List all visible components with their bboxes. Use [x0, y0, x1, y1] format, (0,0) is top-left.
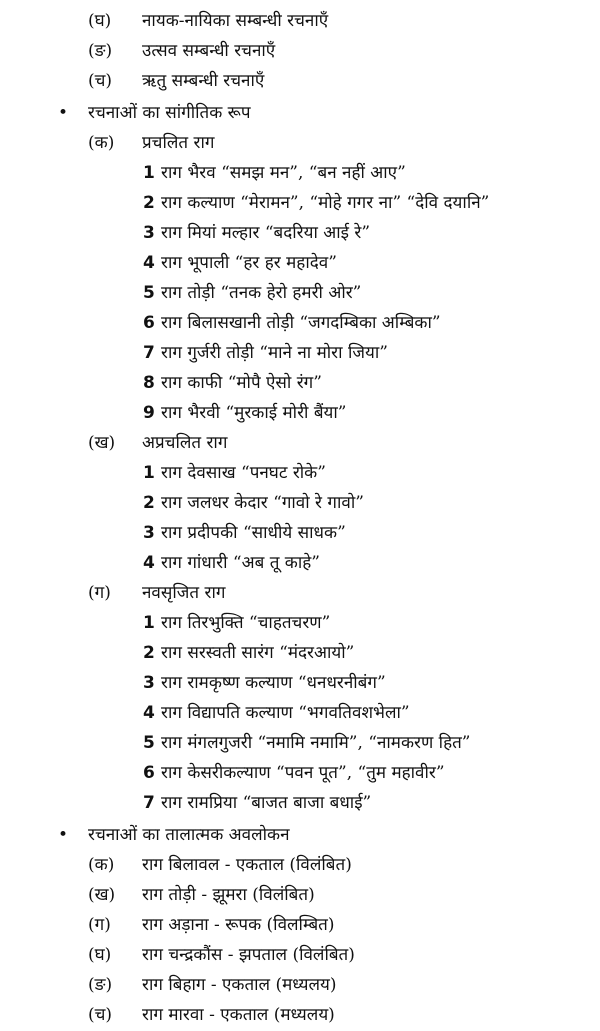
item-number: 3: [143, 223, 155, 243]
item-marker: (क): [88, 855, 115, 875]
list-item: [143, 762, 445, 784]
item-text: राग विद्यापति कल्याण “भगवतिवशभेला”: [161, 703, 410, 723]
item-number: 4: [143, 253, 155, 273]
group-marker: (क): [88, 133, 115, 153]
group-title: नवसृजित राग: [142, 583, 226, 603]
item-number: 1: [143, 463, 155, 483]
group-title: प्रचलित राग: [142, 133, 215, 153]
list-item: [143, 792, 371, 814]
list-item: [143, 252, 337, 274]
item-marker: (ख): [88, 885, 116, 905]
list-item: [143, 552, 320, 574]
item-text: राग बिलासखानी तोड़ी “जगदम्बिका अम्बिका”: [161, 313, 441, 333]
list-item: [143, 162, 406, 184]
group-marker: (ख): [88, 433, 116, 453]
list-item: [143, 342, 388, 364]
item-marker: (ङ): [88, 41, 113, 61]
item-number: 2: [143, 193, 155, 213]
list-item: [88, 1004, 335, 1026]
list-item: [88, 884, 315, 906]
item-text: राग मियां मल्हार “बदरिया आई रे”: [161, 223, 371, 243]
list-item: [143, 492, 364, 514]
item-number: 3: [143, 523, 155, 543]
heading-text: रचनाओं का तालात्मक अवलोकन: [88, 825, 290, 845]
list-item: [143, 402, 347, 424]
item-number: 5: [143, 283, 155, 303]
list-item: [143, 702, 410, 724]
item-number: 5: [143, 733, 155, 753]
item-text: राग रामप्रिया “बाजत बाजा बधाई”: [161, 793, 372, 813]
group-heading: [88, 582, 225, 604]
item-text: राग प्रदीपकी “साधीये साधक”: [161, 523, 346, 543]
item-number: 1: [143, 163, 155, 183]
list-item: [143, 312, 441, 334]
item-text: राग सरस्वती सारंग “मंदरआयो”: [161, 643, 355, 663]
item-text: राग तिरभुक्ति “चाहतचरण”: [161, 613, 331, 633]
item-marker: (च): [88, 1005, 113, 1025]
list-item: [143, 612, 330, 634]
section-heading: [58, 102, 251, 124]
list-item: [143, 732, 471, 754]
item-number: 7: [143, 793, 155, 813]
item-text: राग काफी “मोपै ऐसो रंग”: [161, 373, 322, 393]
item-text: उत्सव सम्बन्धी रचनाऍं: [142, 41, 276, 61]
item-marker: (ङ): [88, 975, 113, 995]
list-item: [88, 914, 335, 936]
item-marker: (ग): [88, 915, 111, 935]
list-item: [143, 282, 361, 304]
item-number: 6: [143, 763, 155, 783]
item-text: राग भैरव “समझ मन”, “बन नहीं आए”: [161, 163, 406, 183]
item-number: 4: [143, 703, 155, 723]
bullet-icon: •: [58, 825, 69, 845]
list-item: [143, 462, 326, 484]
item-text: राग गुर्जरी तोड़ी “माने ना मोरा जिया”: [161, 343, 388, 363]
list-item: [88, 70, 264, 92]
item-text: राग भूपाली “हर हर महादेव”: [161, 253, 337, 273]
bullet-icon: •: [58, 103, 69, 123]
group-title: अप्रचलित राग: [142, 433, 228, 453]
item-text: राग बिहाग - एकताल (मध्यलय): [142, 975, 337, 995]
list-item: [143, 222, 370, 244]
item-text: नायक-नायिका सम्बन्धी रचनाऍं: [142, 11, 329, 31]
list-item: [143, 372, 322, 394]
group-heading: [88, 432, 227, 454]
item-marker: (घ): [88, 11, 112, 31]
item-number: 2: [143, 493, 155, 513]
item-text: राग कल्याण “मेरामन”, “मोहे गगर ना” “देवि दयानि”: [161, 193, 490, 213]
item-text: राग गांधारी “अब तू काहे”: [161, 553, 320, 573]
item-text: राग तोड़ी “तनक हेरो हमरी ओर”: [161, 283, 362, 303]
item-number: 3: [143, 673, 155, 693]
list-item: [143, 642, 354, 664]
list-item: [88, 40, 275, 62]
item-number: 7: [143, 343, 155, 363]
item-text: राग रामकृष्ण कल्याण “धनधरनीबंग”: [161, 673, 386, 693]
group-marker: (ग): [88, 583, 111, 603]
item-text: राग जलधर केदार “गावो रे गावो”: [161, 493, 364, 513]
group-heading: [88, 132, 214, 154]
item-text: राग चन्द्रकौंस - झपताल (विलंबित): [142, 945, 355, 965]
item-text: राग देवसाख “पनघट रोके”: [161, 463, 326, 483]
item-number: 1: [143, 613, 155, 633]
section-heading: [58, 824, 290, 846]
item-text: राग बिलावल - एकताल (विलंबित): [142, 855, 352, 875]
list-item: [88, 10, 328, 32]
heading-text: रचनाओं का सांगीतिक रूप: [88, 103, 251, 123]
list-item: [143, 522, 346, 544]
list-item: [143, 672, 386, 694]
item-number: 9: [143, 403, 155, 423]
item-marker: (च): [88, 71, 113, 91]
list-item: [88, 974, 337, 996]
item-text: राग मंगलगुजरी “नमामि नमामि”, “नामकरण हित”: [161, 733, 471, 753]
item-number: 2: [143, 643, 155, 663]
list-item: [143, 192, 489, 214]
item-text: राग तोड़ी - झूमरा (विलंबित): [142, 885, 315, 905]
item-text: राग अड़ाना - रूपक (विलम्बित): [142, 915, 335, 935]
item-marker: (घ): [88, 945, 112, 965]
item-text: राग भैरवी “मुरकाई मोरी बैंया”: [161, 403, 347, 423]
item-number: 8: [143, 373, 155, 393]
item-number: 4: [143, 553, 155, 573]
list-item: [88, 944, 355, 966]
item-text: राग मारवा - एकताल (मध्यलय): [142, 1005, 335, 1025]
item-number: 6: [143, 313, 155, 333]
list-item: [88, 854, 352, 876]
item-text: ऋतु सम्बन्धी रचनाऍं: [142, 71, 265, 91]
item-text: राग केसरीकल्याण “पवन पूत”, “तुम महावीर”: [161, 763, 445, 783]
